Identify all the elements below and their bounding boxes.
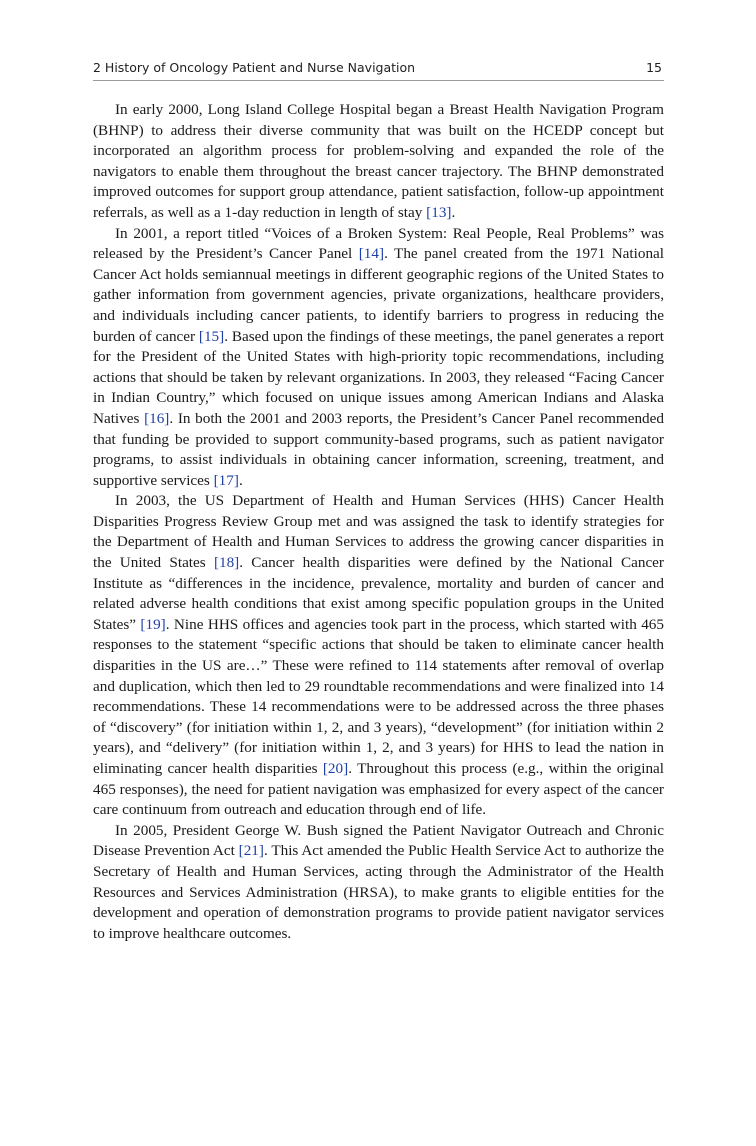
body-text [93, 100, 664, 944]
citation-link[interactable]: [18] [213, 554, 240, 572]
citation-link[interactable]: [21] [238, 842, 264, 860]
paragraph-text: . In both the 2001 and 2003 reports, the President’s Cancer Panel recommended that funding be provided to support community-based programs, such as patient navigator programs, to assist individuals in obtaining cancer information, screening, treatment, and supportive services [93, 409, 664, 489]
paragraph-text: . The panel created from the 1971 National Cancer Act holds semiannual meetings in different geographic regions of the United States to gather information from government agencies, private organizations, healthcare providers, and individuals including cancer patients, to identify barriers to progress in reducing the burden of cancer [93, 245, 664, 345]
citation-link[interactable]: [15] [198, 327, 225, 345]
paragraph [93, 821, 664, 945]
citation-link[interactable]: [16] [144, 409, 170, 427]
paragraph-text: In 2001, a report titled “Voices of a Broken System: Real People, Real Problems” was released by the President’s Cancer Panel [93, 224, 664, 263]
paragraph-text: . Throughout this process (e.g., within the original 465 responses), the need for patient navigation was emphasized for every aspect of the cancer care continuum from outreach and education through end of life. [93, 760, 664, 819]
citation-link[interactable]: [14] [358, 245, 385, 263]
paragraph-text: . Nine HHS offices and agencies took part in the process, which started with 465 responses to the statement “specific actions that should be taken to eliminate cancer health disparities in the US are…” These were refined to 114 statements after removal of overlap and duplication, which then led to 29 roundtable recommendations and were finalized into 14 recommendations. These 14 recommendations were to be addressed across the three phases of “discovery” (for initiation within 1, 2, and 3 years), “development” (for initiation within 2 years), and “delivery” (for initiation within 1, 2, and 3 years) for HHS to lead the nation in eliminating cancer health disparities [93, 615, 664, 777]
citation-link[interactable]: [13] [426, 203, 452, 221]
citation-link[interactable]: [20] [322, 760, 349, 777]
paragraph-text: In 2003, the US Department of Health and Human Services (HHS) Cancer Health Disparities Progress Review Group met and was assigned the task to identify strategies for the Department of Health and Human Services to address the growing cancer disparities in the United States [93, 492, 664, 572]
paragraph-text: . [451, 203, 456, 221]
paragraph-text: . This Act amended the Public Health Service Act to authorize the Secretary of Health and Human Services, acting through the Administrator of the Health Resources and Services Administration (HRSA), to make grants to eligible entities for the development and operation of demonstration programs to provide patient navigator services to improve healthcare outcomes. [93, 842, 665, 942]
paragraph-text: . Based upon the findings of these meetings, the panel generates a report for the President of the United States with high-priority topic recommendations, including actions that should be taken by relevant organizations. In 2003, they released “Facing Cancer in Indian Country,” which focused on unique issues among American Indians and Alaska Natives [93, 327, 664, 427]
citation-link[interactable]: [17] [213, 471, 239, 489]
page-number: 15 [646, 60, 662, 75]
chapter-title: 2 History of Oncology Patient and Nurse Navigation [93, 60, 416, 75]
paragraph-text: In 2005, President George W. Bush signed the Patient Navigator Outreach and Chronic Disease Prevention Act [93, 821, 664, 860]
paragraph-text: In early 2000, Long Island College Hospital began a Breast Health Navigation Program (BHNP) to address their diverse community that was built on the HCEDP concept but incorporated an algorithm process for problem-solving and expanded the role of the navigators to enable them throughout the breast cancer trajectory. The BHNP demonstrated improved outcomes for support group attendance, patient satisfaction, follow-up appointment referrals, as well as a 1-day reduction in length of stay [93, 101, 664, 221]
paragraph [93, 100, 664, 224]
citation-link[interactable]: [19] [140, 615, 166, 633]
running-header [93, 58, 664, 81]
paragraph [93, 491, 664, 821]
paragraph-text: . Cancer health disparities were defined by the National Cancer Institute as “differences in the incidence, prevalence, mortality and burden of cancer and related adverse health conditions that exist among specific population groups in the United States” [93, 554, 664, 633]
paragraph-text: . [238, 471, 243, 489]
paragraph [93, 224, 664, 492]
